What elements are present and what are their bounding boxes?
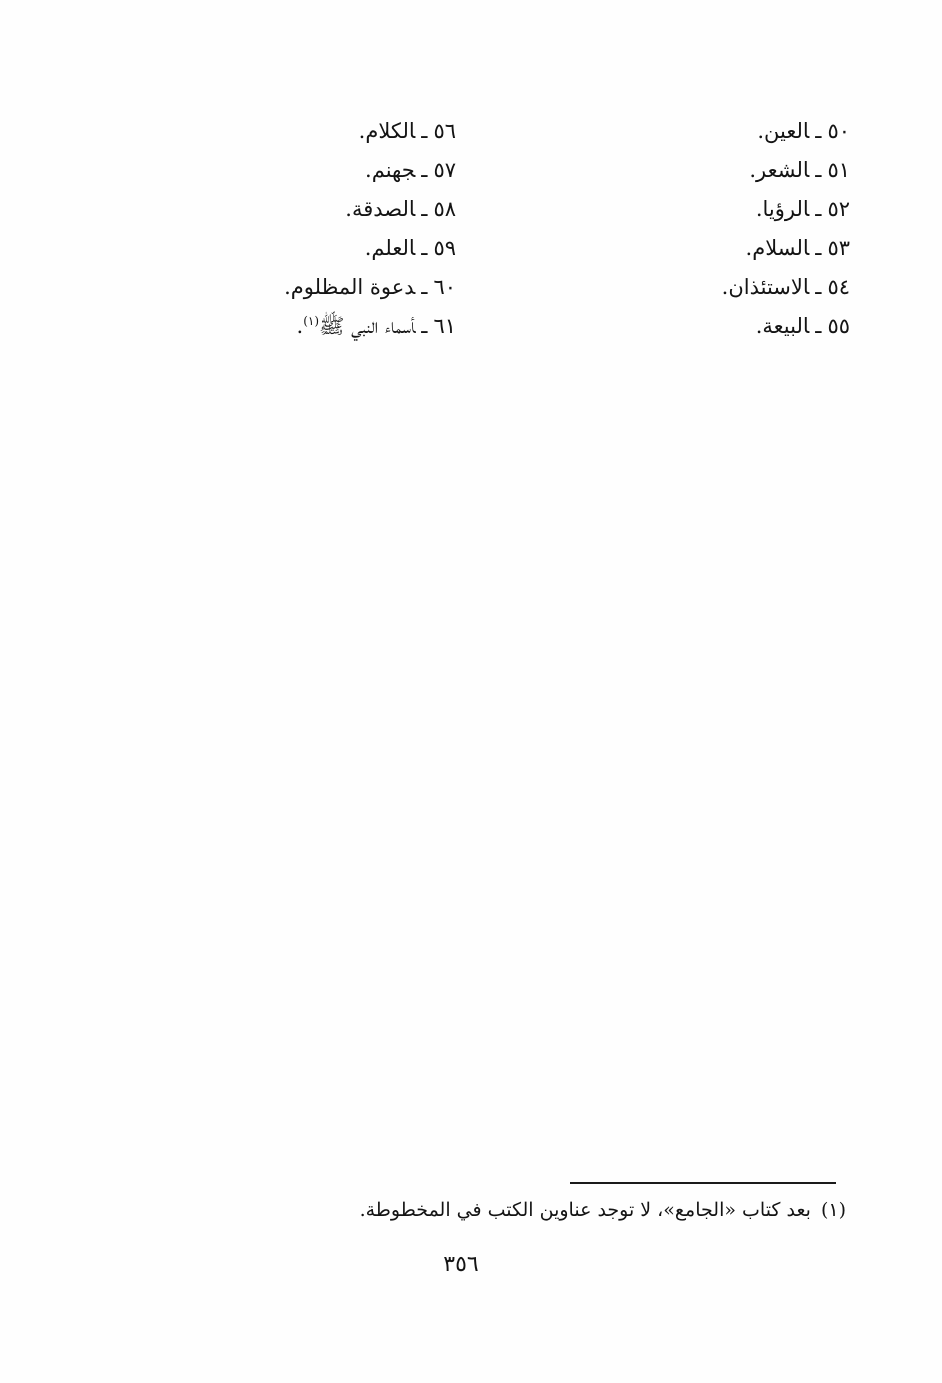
item-title: أسماء النبي ﷺ bbox=[319, 314, 416, 338]
footnote-reference[interactable]: (١) bbox=[303, 314, 320, 328]
item-number: ٥٢ bbox=[827, 197, 850, 221]
item-title: الصدقة. bbox=[345, 197, 416, 221]
toc-column-right bbox=[550, 112, 850, 346]
item-number: ٥٩ bbox=[433, 236, 456, 260]
footnote bbox=[146, 1196, 846, 1224]
list-item bbox=[156, 190, 456, 229]
item-trailing-period: . bbox=[296, 314, 304, 338]
list-item bbox=[156, 307, 456, 346]
item-title: الرؤيا. bbox=[755, 197, 810, 221]
footnote-text: بعد كتاب «الجامع»، لا توجد عناوين الكتب في المخطوطة. bbox=[359, 1199, 811, 1221]
item-dash: ـ bbox=[421, 197, 428, 221]
item-number: ٦١ bbox=[433, 314, 456, 338]
item-number: ٥٤ bbox=[827, 275, 850, 299]
list-item bbox=[550, 190, 850, 229]
item-dash: ـ bbox=[815, 275, 822, 299]
list-item bbox=[156, 151, 456, 190]
list-item bbox=[550, 112, 850, 151]
item-number: ٦٠ bbox=[433, 275, 456, 299]
item-dash: ـ bbox=[815, 236, 822, 260]
item-title: دعوة المظلوم. bbox=[284, 275, 416, 299]
item-number: ٥٨ bbox=[433, 197, 456, 221]
footnote-marker: (١) bbox=[820, 1199, 846, 1221]
item-number: ٥٧ bbox=[433, 158, 456, 182]
item-title: الكلام. bbox=[358, 119, 416, 143]
item-title: الاستئذان. bbox=[721, 275, 810, 299]
item-dash: ـ bbox=[421, 314, 428, 338]
toc-column-left bbox=[156, 112, 456, 346]
item-number: ٥٣ bbox=[827, 236, 850, 260]
item-title: السلام. bbox=[745, 236, 810, 260]
footnote-divider bbox=[570, 1182, 836, 1184]
item-title: العين. bbox=[757, 119, 810, 143]
list-item bbox=[550, 229, 850, 268]
item-dash: ـ bbox=[815, 158, 822, 182]
item-dash: ـ bbox=[815, 119, 822, 143]
item-title: جهنم. bbox=[365, 158, 416, 182]
item-number: ٥١ bbox=[827, 158, 850, 182]
list-item bbox=[550, 307, 850, 346]
item-dash: ـ bbox=[421, 275, 428, 299]
item-dash: ـ bbox=[421, 236, 428, 260]
list-item bbox=[550, 268, 850, 307]
list-item bbox=[156, 229, 456, 268]
item-dash: ـ bbox=[815, 197, 822, 221]
item-dash: ـ bbox=[815, 314, 822, 338]
list-item bbox=[156, 268, 456, 307]
item-title: البيعة. bbox=[755, 314, 810, 338]
item-dash: ـ bbox=[421, 158, 428, 182]
item-dash: ـ bbox=[421, 119, 428, 143]
item-number: ٥٦ bbox=[433, 119, 456, 143]
list-item bbox=[156, 112, 456, 151]
item-title: الشعر. bbox=[749, 158, 810, 182]
item-number: ٥٠ bbox=[827, 119, 850, 143]
item-title: العلم. bbox=[364, 236, 416, 260]
list-item bbox=[550, 151, 850, 190]
page-number: ٣٥٦ bbox=[443, 1252, 479, 1277]
item-number: ٥٥ bbox=[827, 314, 850, 338]
